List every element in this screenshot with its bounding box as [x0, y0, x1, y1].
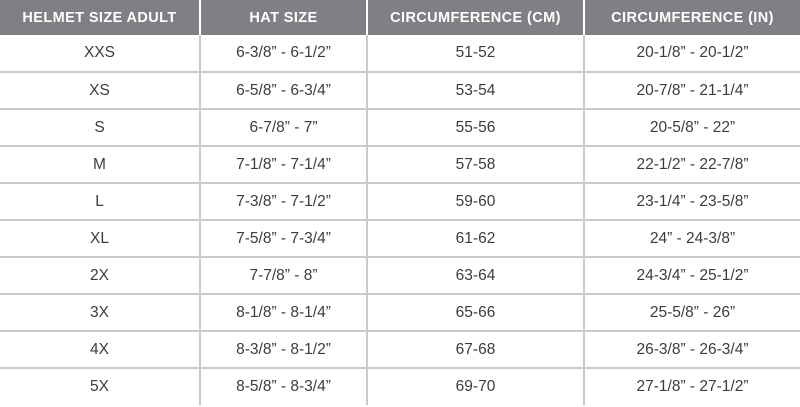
- cell-circumference-cm: 67-68: [367, 331, 584, 368]
- cell-circumference-in: 25-5/8” - 26”: [584, 294, 800, 331]
- cell-circumference-in: 24-3/4” - 25-1/2”: [584, 257, 800, 294]
- column-header-helmet-size-adult: HELMET SIZE ADULT: [0, 0, 200, 35]
- table-row: [0, 183, 800, 220]
- table-row: [0, 294, 800, 331]
- cell-circumference-cm: 57-58: [367, 146, 584, 183]
- cell-circumference-cm: 69-70: [367, 368, 584, 405]
- cell-helmet-size: XS: [0, 72, 200, 109]
- cell-circumference-in: 20-5/8” - 22”: [584, 109, 800, 146]
- cell-hat-size: 6-7/8” - 7”: [200, 109, 367, 146]
- column-header-hat-size: HAT SIZE: [200, 0, 367, 35]
- cell-circumference-cm: 59-60: [367, 183, 584, 220]
- cell-circumference-in: 23-1/4” - 23-5/8”: [584, 183, 800, 220]
- table-row: [0, 368, 800, 405]
- cell-hat-size: 7-3/8” - 7-1/2”: [200, 183, 367, 220]
- column-header-circumference-cm: CIRCUMFERENCE (CM): [367, 0, 584, 35]
- cell-helmet-size: 4X: [0, 331, 200, 368]
- cell-circumference-cm: 65-66: [367, 294, 584, 331]
- table-body: [0, 35, 800, 405]
- cell-circumference-in: 24” - 24-3/8”: [584, 220, 800, 257]
- table-row: [0, 72, 800, 109]
- table-header: [0, 0, 800, 35]
- cell-helmet-size: S: [0, 109, 200, 146]
- cell-hat-size: 8-3/8” - 8-1/2”: [200, 331, 367, 368]
- cell-circumference-in: 26-3/8” - 26-3/4”: [584, 331, 800, 368]
- cell-hat-size: 8-5/8” - 8-3/4”: [200, 368, 367, 405]
- cell-hat-size: 7-1/8” - 7-1/4”: [200, 146, 367, 183]
- table-row: [0, 331, 800, 368]
- cell-circumference-cm: 61-62: [367, 220, 584, 257]
- cell-hat-size: 6-3/8” - 6-1/2”: [200, 35, 367, 72]
- cell-helmet-size: XL: [0, 220, 200, 257]
- cell-helmet-size: 2X: [0, 257, 200, 294]
- cell-circumference-cm: 63-64: [367, 257, 584, 294]
- table-row: [0, 35, 800, 72]
- table-row: [0, 220, 800, 257]
- cell-circumference-in: 20-7/8” - 21-1/4”: [584, 72, 800, 109]
- cell-helmet-size: XXS: [0, 35, 200, 72]
- cell-hat-size: 7-7/8” - 8”: [200, 257, 367, 294]
- cell-circumference-in: 27-1/8” - 27-1/2”: [584, 368, 800, 405]
- cell-circumference-in: 22-1/2” - 22-7/8”: [584, 146, 800, 183]
- cell-hat-size: 8-1/8” - 8-1/4”: [200, 294, 367, 331]
- table-row: [0, 109, 800, 146]
- cell-hat-size: 7-5/8” - 7-3/4”: [200, 220, 367, 257]
- table-header-row: [0, 0, 800, 35]
- cell-circumference-cm: 51-52: [367, 35, 584, 72]
- cell-helmet-size: 3X: [0, 294, 200, 331]
- table-row: [0, 146, 800, 183]
- cell-helmet-size: 5X: [0, 368, 200, 405]
- cell-circumference-cm: 53-54: [367, 72, 584, 109]
- column-header-circumference-in: CIRCUMFERENCE (IN): [584, 0, 800, 35]
- cell-circumference-cm: 55-56: [367, 109, 584, 146]
- table-row: [0, 257, 800, 294]
- cell-circumference-in: 20-1/8” - 20-1/2”: [584, 35, 800, 72]
- cell-helmet-size: L: [0, 183, 200, 220]
- cell-helmet-size: M: [0, 146, 200, 183]
- cell-hat-size: 6-5/8” - 6-3/4”: [200, 72, 367, 109]
